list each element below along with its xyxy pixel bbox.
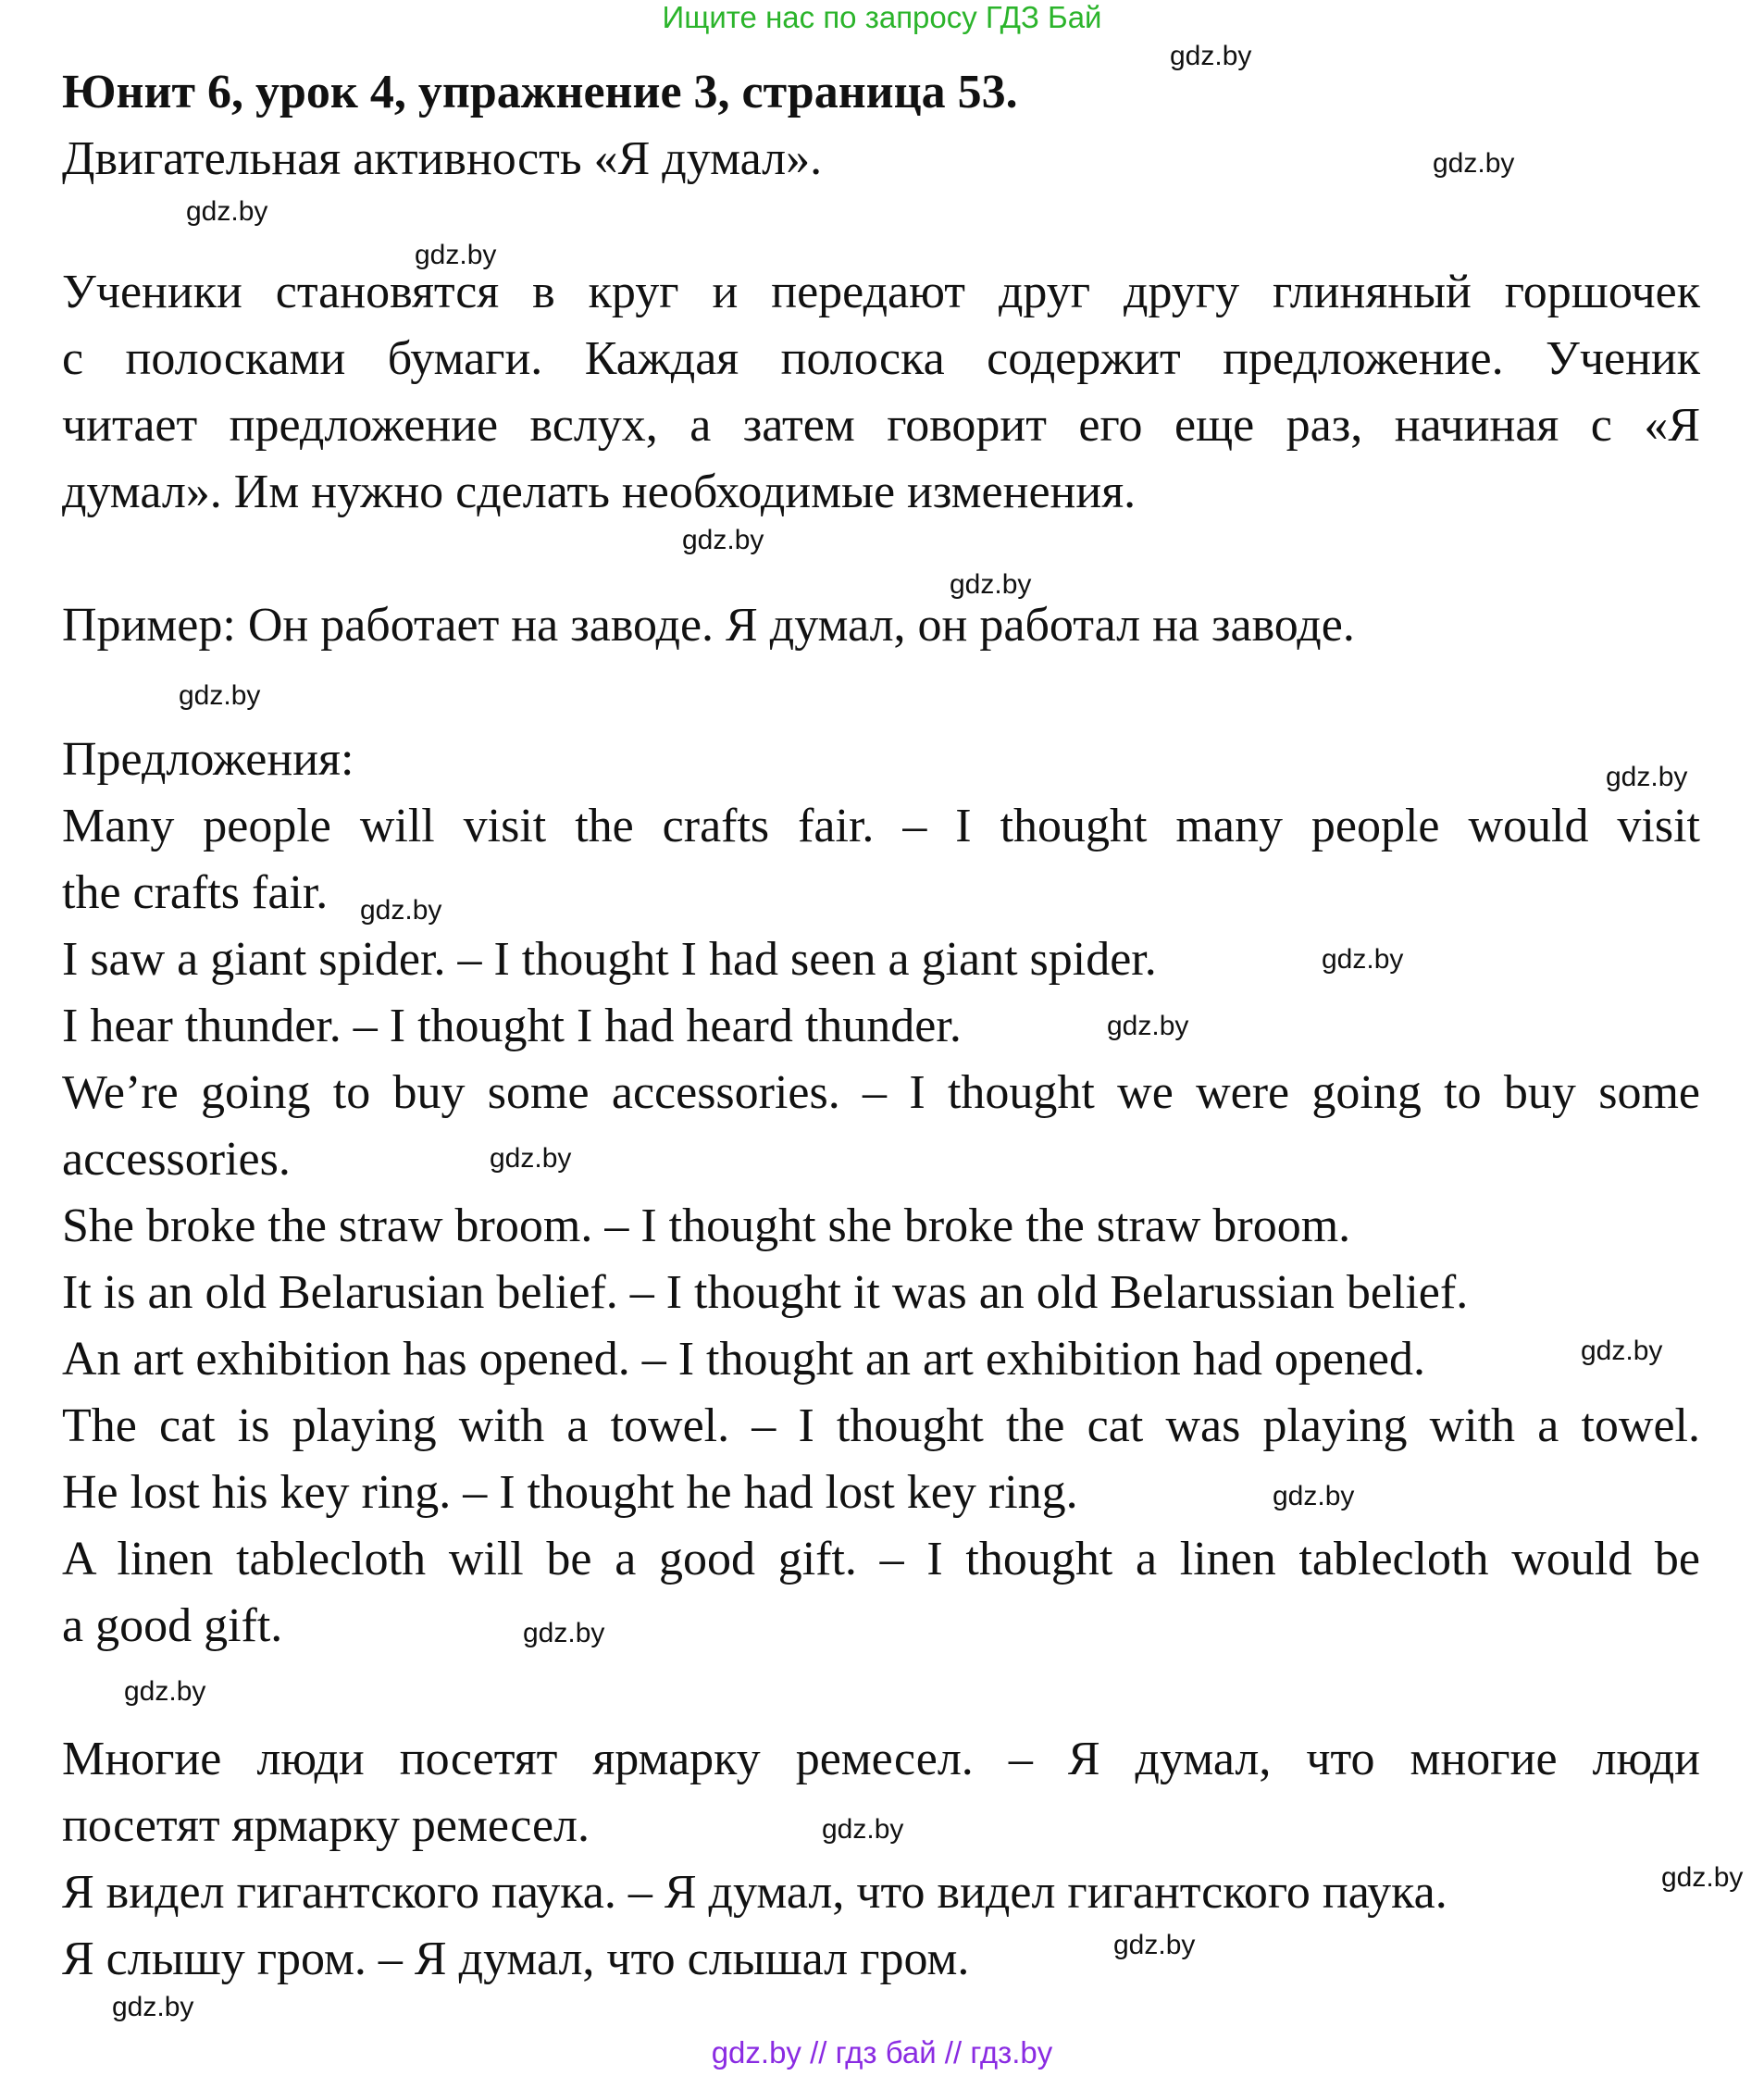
watermark: gdz.by: [682, 525, 764, 555]
sentence-line: I hear thunder. – I thought I had heard thunder.: [62, 1000, 962, 1052]
top-banner[interactable]: Ищите нас по запросу ГДЗ Бай: [662, 0, 1102, 34]
sentence-line: I saw a giant spider. – I thought I had seen a giant spider.: [62, 933, 1157, 986]
watermark: gdz.by: [523, 1618, 605, 1648]
sentence-line: A linen tablecloth will be a good gift. – I thought a linen tablecloth would be: [62, 1533, 1700, 1585]
watermark: gdz.by: [179, 680, 261, 711]
sentence-line: The cat is playing with a towel. – I thought the cat was playing with a towel.: [62, 1399, 1700, 1452]
watermark: gdz.by: [124, 1676, 206, 1707]
translation-line: Я слышу гром. – Я думал, что слышал гром.: [62, 1933, 970, 1985]
sentence-line: accessories.: [62, 1133, 291, 1186]
watermark: gdz.by: [1581, 1336, 1663, 1366]
translation-line: Я видел гигантского паука. – Я думал, что видел гигантского паука.: [62, 1866, 1447, 1919]
watermark: gdz.by: [1433, 148, 1515, 179]
instruction-line: думал». Им нужно сделать необходимые изменения.: [62, 466, 1137, 518]
sentence-line: He lost his key ring. – I thought he had lost key ring.: [62, 1466, 1078, 1519]
watermark: gdz.by: [415, 240, 497, 270]
subtitle: Двигательная активность «Я думал».: [62, 132, 823, 185]
watermark: gdz.by: [950, 569, 1032, 600]
translation-line: посетят ярмарку ремесел.: [62, 1799, 590, 1852]
instruction-line: читает предложение вслух, а затем говорит его еще раз, начиная с «Я: [62, 399, 1700, 452]
watermark: gdz.by: [490, 1143, 572, 1174]
instruction-line: Ученики становятся в круг и передают друг другу глиняный горшочек: [62, 266, 1700, 318]
translation-line: Многие люди посетят ярмарку ремесел. – Я думал, что многие люди: [62, 1733, 1700, 1785]
example-line: Пример: Он работает на заводе. Я думал, он работал на заводе.: [62, 599, 1355, 652]
sentence-line: We’re going to buy some accessories. – I thought we were going to buy some: [62, 1066, 1700, 1119]
watermark: gdz.by: [112, 1992, 194, 2022]
page-title: Юнит 6, урок 4, упражнение 3, страница 53.: [62, 66, 1018, 118]
sentence-line: Many people will visit the crafts fair. – I thought many people would visit: [62, 800, 1700, 852]
watermark: gdz.by: [1273, 1481, 1355, 1511]
watermark: gdz.by: [1107, 1011, 1189, 1041]
watermark: gdz.by: [1113, 1930, 1196, 1960]
watermark: gdz.by: [1661, 1862, 1744, 1893]
sentence-line: It is an old Belarusian belief. – I thought it was an old Belarussian belief.: [62, 1266, 1469, 1319]
sentence-line: a good gift.: [62, 1599, 283, 1652]
instruction-line: с полосками бумаги. Каждая полоска содержит предложение. Ученик: [62, 332, 1700, 385]
watermark: gdz.by: [186, 196, 268, 227]
sentence-line: the crafts fair.: [62, 866, 329, 919]
watermark: gdz.by: [822, 1814, 904, 1845]
sentences-label: Предложения:: [62, 733, 354, 786]
sentence-line: She broke the straw broom. – I thought she broke the straw broom.: [62, 1200, 1351, 1252]
watermark: gdz.by: [1322, 944, 1404, 975]
bottom-banner[interactable]: gdz.by // гдз бай // гдз.by: [711, 2035, 1053, 2070]
watermark: gdz.by: [1170, 41, 1252, 71]
watermark: gdz.by: [1606, 762, 1688, 792]
sentence-line: An art exhibition has opened. – I thought an art exhibition had opened.: [62, 1333, 1425, 1386]
watermark: gdz.by: [360, 895, 442, 926]
